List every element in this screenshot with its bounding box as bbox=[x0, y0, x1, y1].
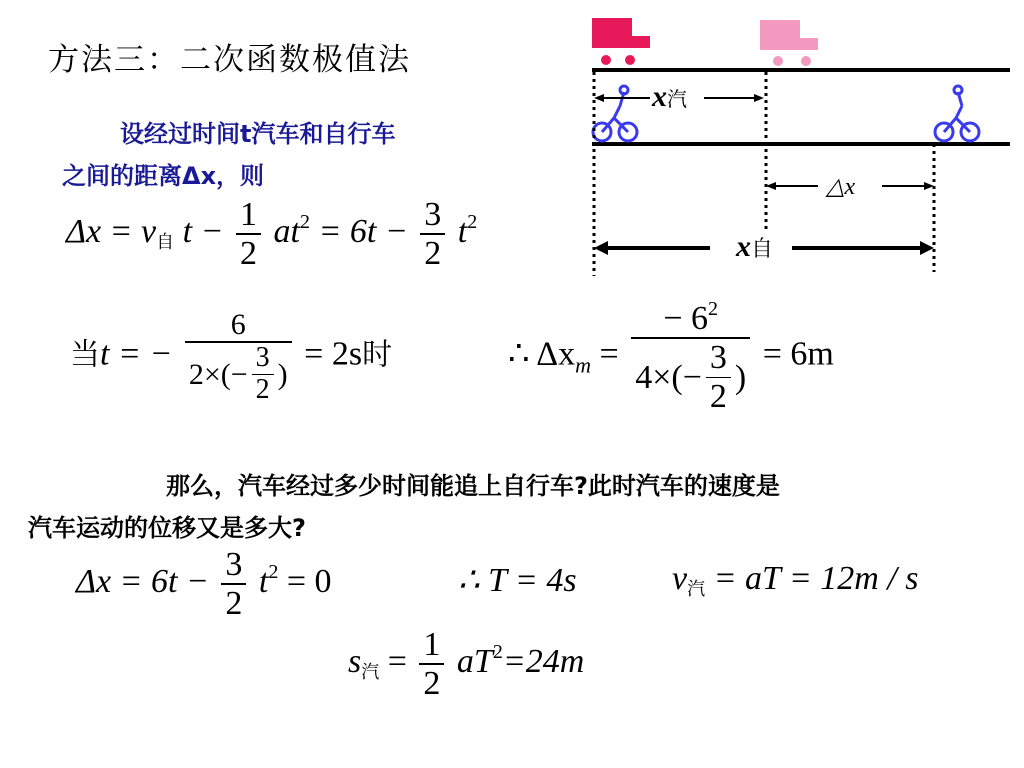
intro-line-2: 之间的距离Δx，则 bbox=[62, 162, 265, 190]
equation-max-distance: ∴ $\Delta x_m$ = − $6^2$ 4×(− $\frac{3}{2}$ ) = 6m bbox=[508, 298, 834, 415]
page-title: 方法三：二次函数极值法 bbox=[48, 42, 411, 78]
car-far-icon bbox=[760, 20, 818, 66]
equation-displacement: s汽 = $\frac{1}{2}$ $aT^2=24m$ bbox=[348, 626, 585, 703]
bike-near-icon bbox=[593, 86, 637, 141]
label-x-car: x汽 bbox=[652, 80, 687, 113]
label-x-bike: x自 bbox=[736, 230, 774, 263]
motion-diagram bbox=[580, 10, 1024, 280]
question-line-1: 那么，汽车经过多少时间能追上自行车?此时汽车的速度是 bbox=[166, 472, 780, 500]
label-delta-x: △x bbox=[826, 174, 856, 200]
intro-line-1: 设经过时间t汽车和自行车 bbox=[120, 120, 396, 148]
equation-velocity: v汽 = aT = 12m / s bbox=[672, 560, 919, 600]
equation-catch-up: Δx = 6t − $\frac{3}{2}$ $t^2 = 0$ bbox=[76, 546, 332, 623]
bike-far-icon bbox=[935, 86, 979, 141]
car-near-icon bbox=[592, 18, 650, 65]
equation-distance: Δx = v自 t − $\frac{1}{2}$ $at^2 = 6t$ − $\frac{3}{2}$ $t^2$ bbox=[66, 196, 478, 273]
equation-time-min: 当t = − 6 2×(− $\frac{3}{2}$ ) = 2s时 bbox=[70, 308, 393, 405]
equation-time-T: ∴ T = 4s bbox=[458, 562, 577, 599]
question-line-2: 汽车运动的位移又是多大? bbox=[28, 514, 306, 542]
